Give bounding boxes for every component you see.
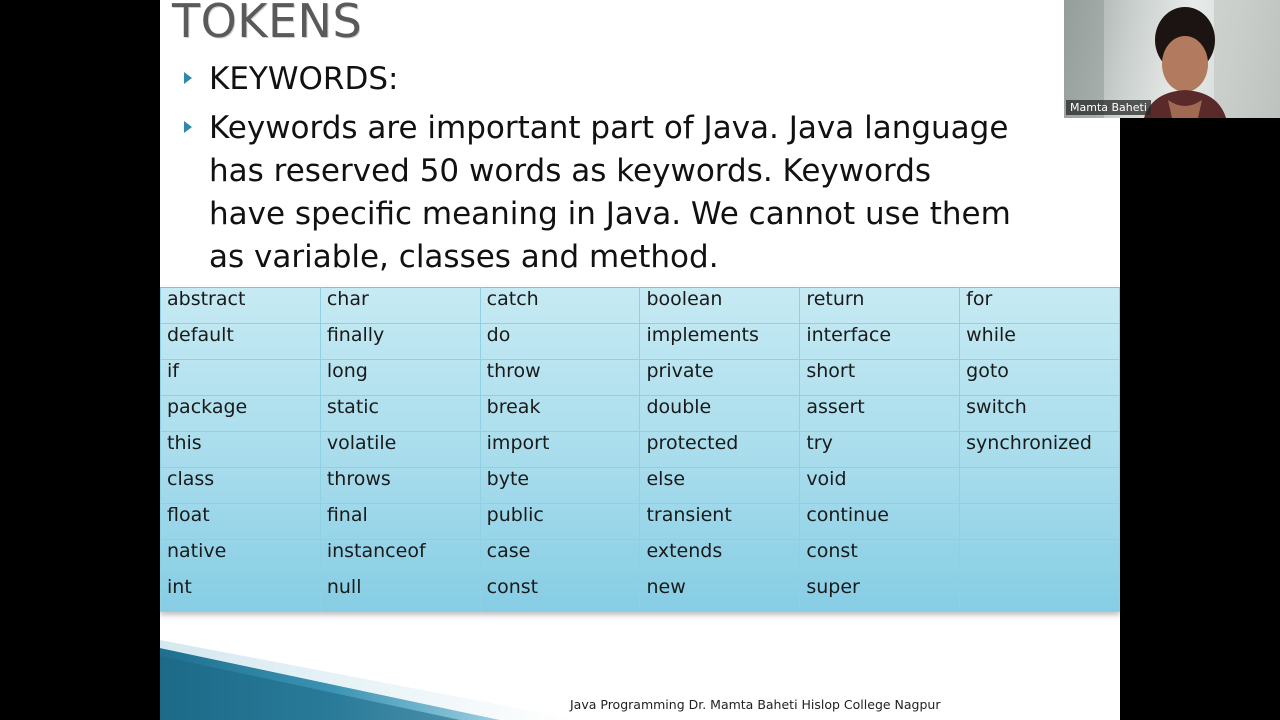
keyword-cell: extends (640, 540, 800, 576)
bullet-arrow-icon (184, 72, 192, 84)
keyword-cell: throws (320, 468, 480, 504)
bullet-line: KEYWORDS: (209, 61, 399, 97)
keyword-cell: this (161, 432, 321, 468)
keyword-cell: public (480, 504, 640, 540)
bullet-line: Keywords are important part of Java. Java language (209, 110, 1009, 146)
table-row (161, 396, 1120, 432)
keyword-cell: break (480, 396, 640, 432)
keyword-cell: if (161, 360, 321, 396)
keyword-cell: class (161, 468, 321, 504)
keyword-cell: native (161, 540, 321, 576)
participant-name-tag: Mamta Baheti (1066, 100, 1151, 115)
keyword-cell (960, 504, 1120, 540)
table-row (161, 360, 1120, 396)
keyword-cell: package (161, 396, 321, 432)
bullet-text (209, 107, 1011, 279)
keyword-table (160, 287, 1120, 612)
webcam-thumbnail[interactable] (1064, 0, 1280, 118)
keyword-cell: transient (640, 504, 800, 540)
keyword-cell (960, 576, 1120, 612)
bullet-line: has reserved 50 words as keywords. Keywords (209, 153, 932, 189)
table-row (161, 324, 1120, 360)
table-row (161, 504, 1120, 540)
keyword-cell: finally (320, 324, 480, 360)
keyword-cell: throw (480, 360, 640, 396)
keyword-cell: else (640, 468, 800, 504)
keyword-cell: continue (800, 504, 960, 540)
keyword-cell: float (161, 504, 321, 540)
keyword-cell: final (320, 504, 480, 540)
table-row (161, 288, 1120, 324)
keyword-cell: short (800, 360, 960, 396)
keyword-cell: return (800, 288, 960, 324)
bullet-keywords-heading (184, 58, 398, 101)
keyword-cell: goto (960, 360, 1120, 396)
table-row (161, 540, 1120, 576)
keyword-cell: volatile (320, 432, 480, 468)
table-row (161, 432, 1120, 468)
keyword-cell: interface (800, 324, 960, 360)
keyword-cell: while (960, 324, 1120, 360)
table-row (161, 468, 1120, 504)
keyword-cell: abstract (161, 288, 321, 324)
keyword-cell: do (480, 324, 640, 360)
keyword-cell: private (640, 360, 800, 396)
bullet-keywords-description (184, 107, 1011, 279)
keyword-cell: assert (800, 396, 960, 432)
keyword-cell: const (800, 540, 960, 576)
slide-title: TOKENS (172, 0, 363, 48)
keyword-cell: implements (640, 324, 800, 360)
keyword-cell: for (960, 288, 1120, 324)
keyword-cell: long (320, 360, 480, 396)
keyword-cell (960, 540, 1120, 576)
keyword-cell: super (800, 576, 960, 612)
slide-footer: Java Programming Dr. Mamta Baheti Hislop College Nagpur (570, 697, 941, 712)
keyword-cell: null (320, 576, 480, 612)
keyword-cell: char (320, 288, 480, 324)
bullet-arrow-icon (184, 121, 192, 133)
bullet-text (209, 58, 398, 101)
keyword-cell: try (800, 432, 960, 468)
keyword-cell: protected (640, 432, 800, 468)
bullet-line: as variable, classes and method. (209, 239, 719, 275)
keyword-cell: import (480, 432, 640, 468)
table-row (161, 576, 1120, 612)
keyword-cell: new (640, 576, 800, 612)
keyword-cell: void (800, 468, 960, 504)
keyword-cell: int (161, 576, 321, 612)
keyword-cell: const (480, 576, 640, 612)
presentation-slide (160, 0, 1120, 720)
keyword-cell: default (161, 324, 321, 360)
keyword-cell: double (640, 396, 800, 432)
keyword-cell: instanceof (320, 540, 480, 576)
keyword-cell: byte (480, 468, 640, 504)
keyword-cell (960, 468, 1120, 504)
bullet-line: have specific meaning in Java. We cannot use them (209, 196, 1011, 232)
keyword-cell: case (480, 540, 640, 576)
keyword-cell: boolean (640, 288, 800, 324)
keyword-cell: switch (960, 396, 1120, 432)
keyword-cell: synchronized (960, 432, 1120, 468)
keyword-cell: catch (480, 288, 640, 324)
keyword-cell: static (320, 396, 480, 432)
